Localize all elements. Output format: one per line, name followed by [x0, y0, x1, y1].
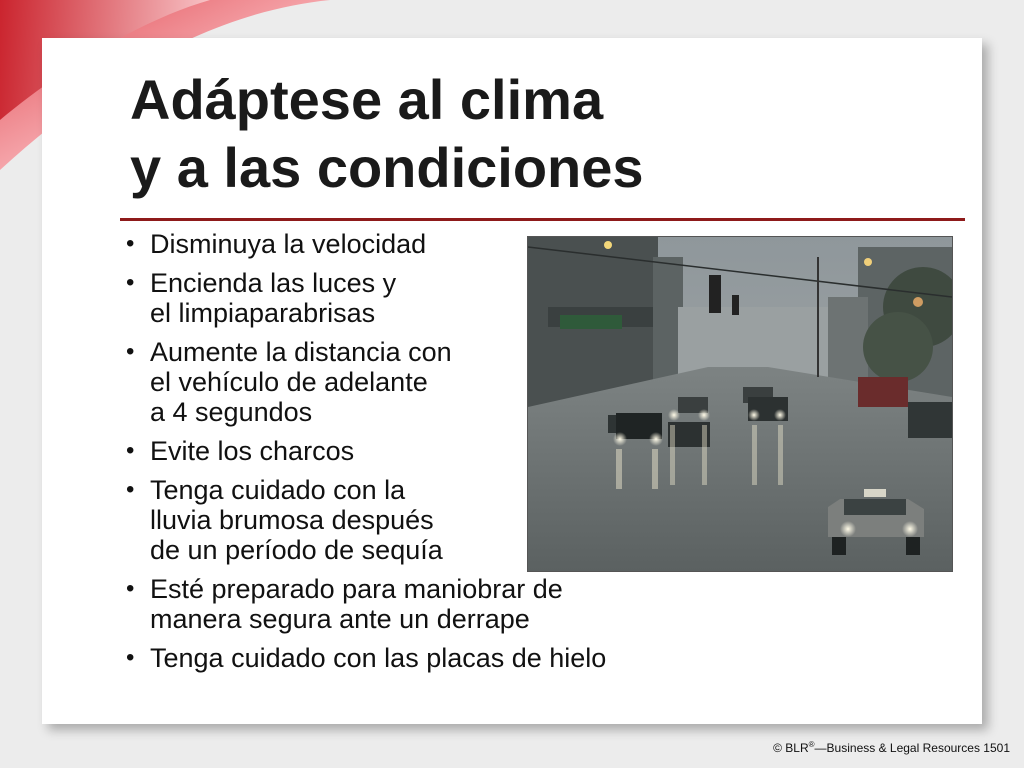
bullet-text-line: Aumente la distancia con	[150, 337, 452, 367]
bullet-text-line: de un período de sequía	[150, 535, 443, 565]
bullet-marker: •	[126, 644, 135, 671]
bullet-text-line: manera segura ante un derrape	[150, 604, 530, 634]
bullet-marker: •	[126, 575, 135, 602]
bullet-text-line: Encienda las luces y	[150, 268, 397, 298]
bullet-marker: •	[126, 476, 135, 503]
bullet-item	[120, 574, 720, 634]
title-line-2: y a las condiciones	[130, 136, 644, 199]
bullet-text-line: Tenga cuidado con las placas de hielo	[150, 643, 607, 673]
bullet-text-line: Esté preparado para maniobrar de	[150, 574, 563, 604]
bullet-text-line: lluvia brumosa después	[150, 505, 434, 535]
bullet-text-line: el limpiaparabrisas	[150, 298, 376, 328]
title-line-1: Adáptese al clima	[130, 68, 604, 131]
bullet-text-line: Disminuya la velocidad	[150, 229, 427, 259]
bullet-marker: •	[126, 338, 135, 365]
bullet-text-line: a 4 segundos	[150, 397, 313, 427]
bullet-marker: •	[126, 437, 135, 464]
footer-prefix: © BLR	[773, 741, 809, 755]
bullet-marker: •	[126, 269, 135, 296]
rainy-street-photo	[527, 236, 953, 572]
bullet-text-line: Tenga cuidado con la	[150, 475, 406, 505]
title-divider	[120, 218, 965, 221]
slide-title	[130, 66, 950, 202]
footer-copyright	[773, 740, 1010, 755]
bullet-item	[120, 643, 720, 673]
bullet-marker: •	[126, 230, 135, 257]
footer-suffix: —Business & Legal Resources 1501	[814, 741, 1010, 755]
bullet-text-line: Evite los charcos	[150, 436, 355, 466]
footer-registered: ®	[808, 740, 815, 749]
bullet-text-line: el vehículo de adelante	[150, 367, 428, 397]
